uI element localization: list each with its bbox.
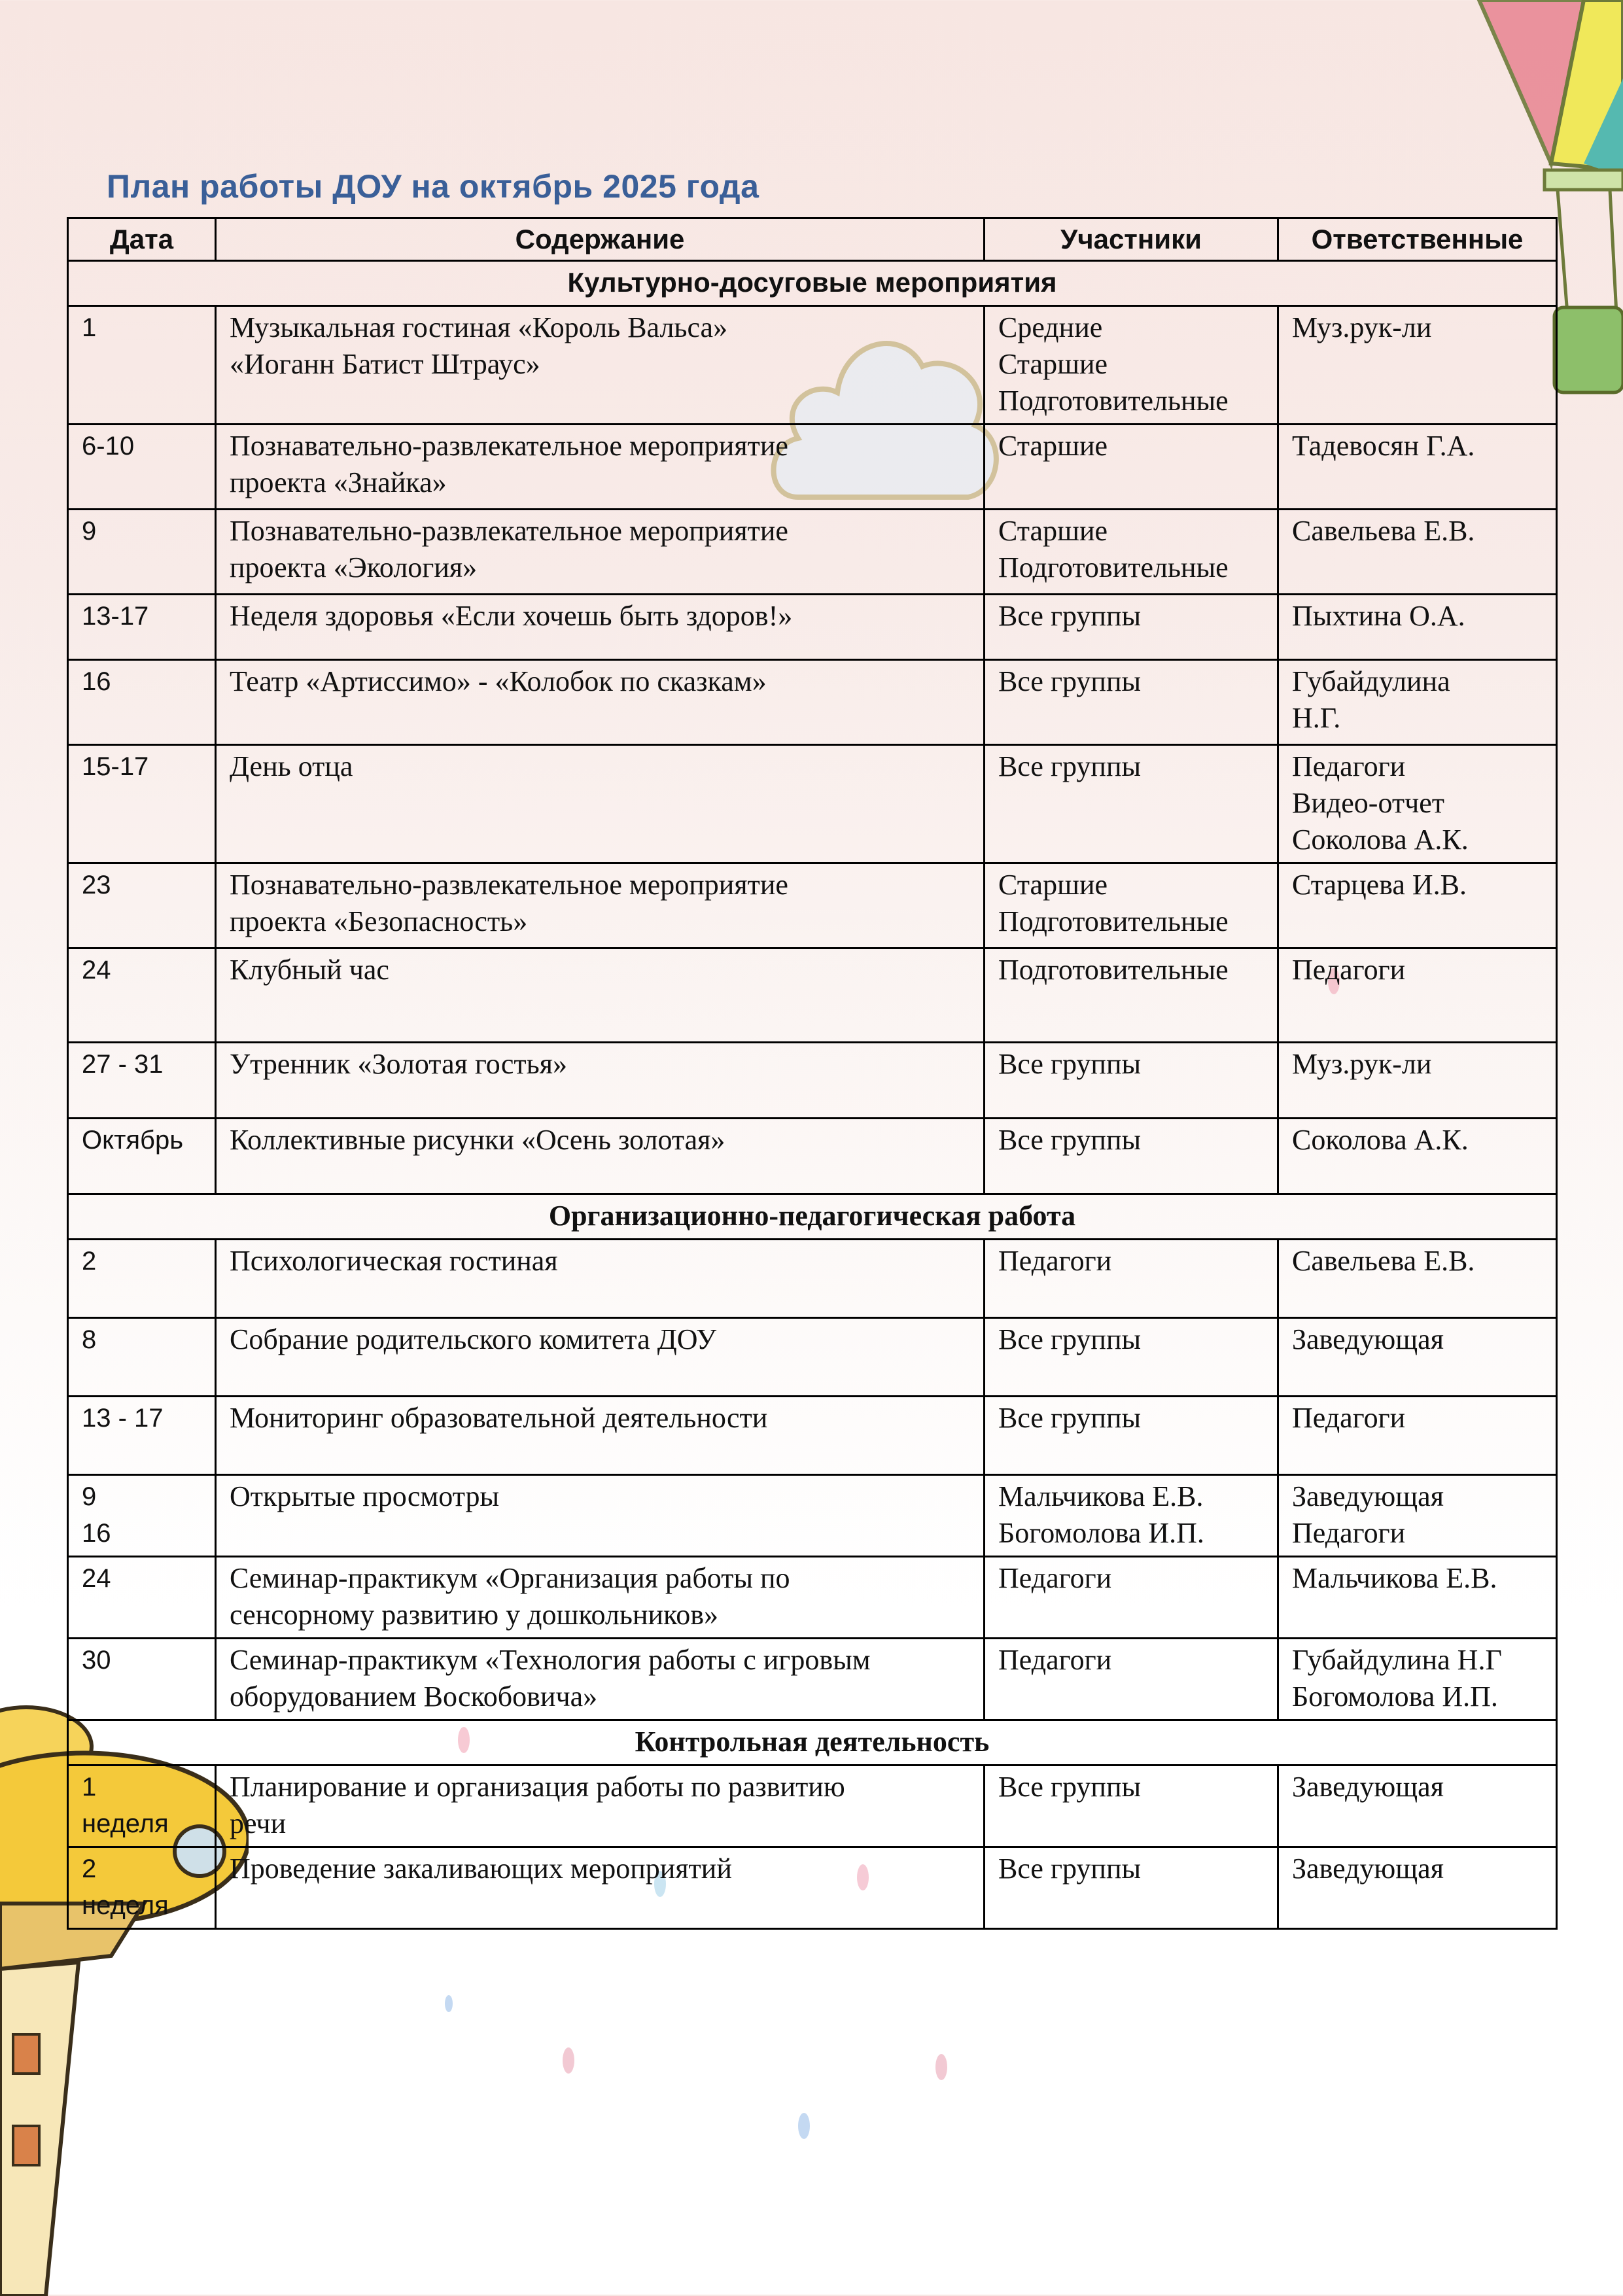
participants-line: Подготовительные — [998, 551, 1229, 583]
participants-line: Педагоги — [998, 1562, 1112, 1594]
date-line: 1 — [82, 313, 97, 342]
cell-date — [68, 1318, 216, 1397]
participants-line: Все группы — [998, 1852, 1142, 1885]
cell-participants — [985, 306, 1278, 425]
content-line: Музыкальная гостиная «Король Вальса» — [230, 311, 728, 343]
responsible-line: Соколова А.К. — [1292, 1124, 1469, 1156]
participants-line: Все группы — [998, 750, 1142, 782]
cell-content — [216, 1557, 985, 1639]
cell-content — [216, 1639, 985, 1720]
cell-content — [216, 1397, 985, 1475]
participants-line: Все группы — [998, 1323, 1142, 1355]
content-line: Семинар-практикум «Технология работы с игровым — [230, 1644, 871, 1676]
date-line: 9 — [82, 1482, 97, 1511]
cell-date — [68, 948, 216, 1043]
date-line: 24 — [82, 956, 111, 984]
cell-content — [216, 595, 985, 660]
cell-participants — [985, 1397, 1278, 1475]
responsible-line: Тадевосян Г.А. — [1292, 430, 1475, 462]
cell-participants — [985, 510, 1278, 595]
cell-responsible — [1278, 1397, 1557, 1475]
cell-responsible — [1278, 595, 1557, 660]
date-line: 15-17 — [82, 752, 149, 781]
cell-responsible — [1278, 1639, 1557, 1720]
content-line: Познавательно-развлекательное мероприятие — [230, 515, 788, 547]
date-line: 24 — [82, 1564, 111, 1593]
responsible-line: Педагоги — [1292, 954, 1406, 986]
responsible-line: Педагоги — [1292, 1402, 1406, 1434]
content-line: Открытые просмотры — [230, 1480, 500, 1512]
participants-line: Педагоги — [998, 1644, 1112, 1676]
cell-participants — [985, 1847, 1278, 1929]
cell-content — [216, 1318, 985, 1397]
participants-line: Все группы — [998, 1771, 1142, 1803]
cell-responsible — [1278, 425, 1557, 510]
participants-line: Все группы — [998, 1124, 1142, 1156]
date-line: 16 — [82, 1519, 111, 1548]
responsible-line: Савельева Е.В. — [1292, 1245, 1475, 1277]
participants-line: Старшие — [998, 869, 1108, 901]
cell-date — [68, 510, 216, 595]
date-line: 13-17 — [82, 602, 149, 631]
cell-participants — [985, 1557, 1278, 1639]
content-line: Театр «Артиссимо» - «Колобок по сказкам» — [230, 665, 767, 697]
responsible-line: Соколова А.К. — [1292, 824, 1469, 856]
cell-responsible — [1278, 1119, 1557, 1194]
table-row — [68, 1318, 1557, 1397]
table-row — [68, 1397, 1557, 1475]
date-line: 30 — [82, 1646, 111, 1675]
table-row — [68, 306, 1557, 425]
responsible-line: Заведующая — [1292, 1480, 1444, 1512]
table-body — [68, 261, 1557, 1929]
cell-responsible — [1278, 306, 1557, 425]
cell-responsible — [1278, 1475, 1557, 1557]
table-row — [68, 1119, 1557, 1194]
responsible-line: Мальчикова Е.В. — [1292, 1562, 1497, 1594]
responsible-line: Богомолова И.П. — [1292, 1680, 1498, 1713]
cell-content — [216, 306, 985, 425]
cell-date — [68, 1639, 216, 1720]
participants-line: Все группы — [998, 665, 1142, 697]
date-line: 8 — [82, 1325, 97, 1354]
cell-responsible — [1278, 1043, 1557, 1119]
cell-date — [68, 1765, 216, 1847]
table-row — [68, 660, 1557, 745]
date-line: неделя — [82, 1809, 169, 1838]
cell-date — [68, 660, 216, 745]
cell-responsible — [1278, 1240, 1557, 1318]
cell-responsible — [1278, 1318, 1557, 1397]
cell-participants — [985, 745, 1278, 863]
cell-participants — [985, 1765, 1278, 1847]
work-plan-table — [67, 217, 1558, 1930]
cell-participants — [985, 1240, 1278, 1318]
cell-participants — [985, 1318, 1278, 1397]
confetti-dot — [798, 2113, 810, 2139]
header-participants: Участники — [985, 218, 1278, 261]
participants-line: Старшие — [998, 348, 1108, 380]
table-row — [68, 1847, 1557, 1929]
content-line: Познавательно-развлекательное мероприятие — [230, 430, 788, 462]
content-line: Проведение закаливающих мероприятий — [230, 1852, 732, 1885]
cell-content — [216, 660, 985, 745]
content-line: Неделя здоровья «Если хочешь быть здоров!» — [230, 600, 793, 632]
header-date: Дата — [68, 218, 216, 261]
cell-content — [216, 863, 985, 948]
content-line: Собрание родительского комитета ДОУ — [230, 1323, 717, 1355]
responsible-line: Заведующая — [1292, 1323, 1444, 1355]
participants-line: Мальчикова Е.В. — [998, 1480, 1204, 1512]
responsible-line: Педагоги — [1292, 750, 1406, 782]
content-line: оборудованием Воскобовича» — [230, 1680, 598, 1713]
cell-participants — [985, 1119, 1278, 1194]
cell-responsible — [1278, 510, 1557, 595]
cell-content — [216, 948, 985, 1043]
cell-participants — [985, 1043, 1278, 1119]
section-title: Культурно-досуговые мероприятия — [68, 261, 1557, 306]
table-row — [68, 595, 1557, 660]
section-title: Контрольная деятельность — [68, 1720, 1557, 1765]
date-line: 27 - 31 — [82, 1050, 164, 1079]
cell-participants — [985, 948, 1278, 1043]
table-row — [68, 1475, 1557, 1557]
cell-date — [68, 1397, 216, 1475]
content-line: проекта «Безопасность» — [230, 905, 528, 937]
content-line: Мониторинг образовательной деятельности — [230, 1402, 768, 1434]
responsible-line: Заведующая — [1292, 1852, 1444, 1885]
table-row — [68, 1765, 1557, 1847]
table-row — [68, 745, 1557, 863]
responsible-line: Заведующая — [1292, 1771, 1444, 1803]
responsible-line: Старцева И.В. — [1292, 869, 1467, 901]
participants-line: Старшие — [998, 515, 1108, 547]
cell-date — [68, 1557, 216, 1639]
cell-content — [216, 1475, 985, 1557]
content-line: Психологическая гостиная — [230, 1245, 558, 1277]
table-row — [68, 1240, 1557, 1318]
cell-date — [68, 595, 216, 660]
responsible-line: Савельева Е.В. — [1292, 515, 1475, 547]
participants-line: Средние — [998, 311, 1103, 343]
cell-participants — [985, 863, 1278, 948]
cell-date — [68, 306, 216, 425]
cell-date — [68, 745, 216, 863]
table-header-row — [68, 218, 1557, 261]
table-row — [68, 948, 1557, 1043]
responsible-line: Педагоги — [1292, 1517, 1406, 1549]
cell-responsible — [1278, 863, 1557, 948]
date-line: 13 - 17 — [82, 1404, 164, 1433]
content-line: «Иоганн Батист Штраус» — [230, 348, 540, 380]
content-line: Познавательно-развлекательное мероприятие — [230, 869, 788, 901]
content-line: Планирование и организация работы по развитию — [230, 1771, 845, 1803]
cell-content — [216, 745, 985, 863]
cell-participants — [985, 1475, 1278, 1557]
header-responsible: Ответственные — [1278, 218, 1557, 261]
participants-line: Подготовительные — [998, 954, 1229, 986]
cell-date — [68, 425, 216, 510]
responsible-line: Н.Г. — [1292, 702, 1341, 734]
table-row — [68, 510, 1557, 595]
participants-line: Педагоги — [998, 1245, 1112, 1277]
cell-content — [216, 510, 985, 595]
confetti-dot — [563, 2047, 574, 2074]
date-line: неделя — [82, 1891, 169, 1920]
section-row — [68, 261, 1557, 306]
cell-responsible — [1278, 1557, 1557, 1639]
page-title: План работы ДОУ на октябрь 2025 года — [107, 168, 759, 205]
content-line: Семинар-практикум «Организация работы по — [230, 1562, 790, 1594]
cell-date — [68, 1043, 216, 1119]
cell-content — [216, 1847, 985, 1929]
cell-responsible — [1278, 1765, 1557, 1847]
participants-line: Все группы — [998, 1048, 1142, 1080]
cell-date — [68, 1240, 216, 1318]
table-row — [68, 863, 1557, 948]
cell-participants — [985, 660, 1278, 745]
section-row — [68, 1720, 1557, 1765]
table-row — [68, 1639, 1557, 1720]
cell-date — [68, 1847, 216, 1929]
responsible-line: Губайдулина — [1292, 665, 1450, 697]
date-line: 23 — [82, 871, 111, 899]
cell-date — [68, 863, 216, 948]
cell-responsible — [1278, 1847, 1557, 1929]
table-row — [68, 1043, 1557, 1119]
participants-line: Подготовительные — [998, 905, 1229, 937]
cell-participants — [985, 595, 1278, 660]
cell-content — [216, 1765, 985, 1847]
content-line: проекта «Экология» — [230, 551, 478, 583]
header-content: Содержание — [216, 218, 985, 261]
date-line: 9 — [82, 517, 97, 546]
participants-line: Старшие — [998, 430, 1108, 462]
content-line: сенсорному развитию у дошкольников» — [230, 1599, 718, 1631]
content-line: Коллективные рисунки «Осень золотая» — [230, 1124, 725, 1156]
cell-content — [216, 425, 985, 510]
cell-content — [216, 1119, 985, 1194]
date-line: 2 — [82, 1247, 97, 1276]
cell-participants — [985, 1639, 1278, 1720]
date-line: Октябрь — [82, 1126, 184, 1155]
table-row — [68, 1557, 1557, 1639]
content-line: Утренник «Золотая гостья» — [230, 1048, 567, 1080]
confetti-dot — [935, 2054, 947, 2080]
participants-line: Все группы — [998, 1402, 1142, 1434]
content-line: Клубный час — [230, 954, 389, 986]
content-line: речи — [230, 1807, 287, 1839]
cell-date — [68, 1119, 216, 1194]
confetti-dot — [445, 1995, 453, 2012]
date-line: 1 — [82, 1773, 97, 1801]
content-line: проекта «Знайка» — [230, 466, 447, 498]
cell-responsible — [1278, 948, 1557, 1043]
responsible-line: Пыхтина О.А. — [1292, 600, 1465, 632]
date-line: 2 — [82, 1854, 97, 1883]
cell-content — [216, 1043, 985, 1119]
responsible-line: Губайдулина Н.Г — [1292, 1644, 1502, 1676]
participants-line: Богомолова И.П. — [998, 1517, 1204, 1549]
cell-responsible — [1278, 745, 1557, 863]
cell-date — [68, 1475, 216, 1557]
responsible-line: Муз.рук-ли — [1292, 311, 1432, 343]
participants-line: Подготовительные — [998, 385, 1229, 417]
date-line: 16 — [82, 667, 111, 696]
participants-line: Все группы — [998, 600, 1142, 632]
responsible-line: Муз.рук-ли — [1292, 1048, 1432, 1080]
content-line: День отца — [230, 750, 353, 782]
cell-responsible — [1278, 660, 1557, 745]
section-row — [68, 1194, 1557, 1240]
cell-participants — [985, 425, 1278, 510]
cell-content — [216, 1240, 985, 1318]
date-line: 6-10 — [82, 432, 135, 461]
section-title: Организационно-педагогическая работа — [68, 1194, 1557, 1240]
responsible-line: Видео-отчет — [1292, 787, 1444, 819]
table-row — [68, 425, 1557, 510]
